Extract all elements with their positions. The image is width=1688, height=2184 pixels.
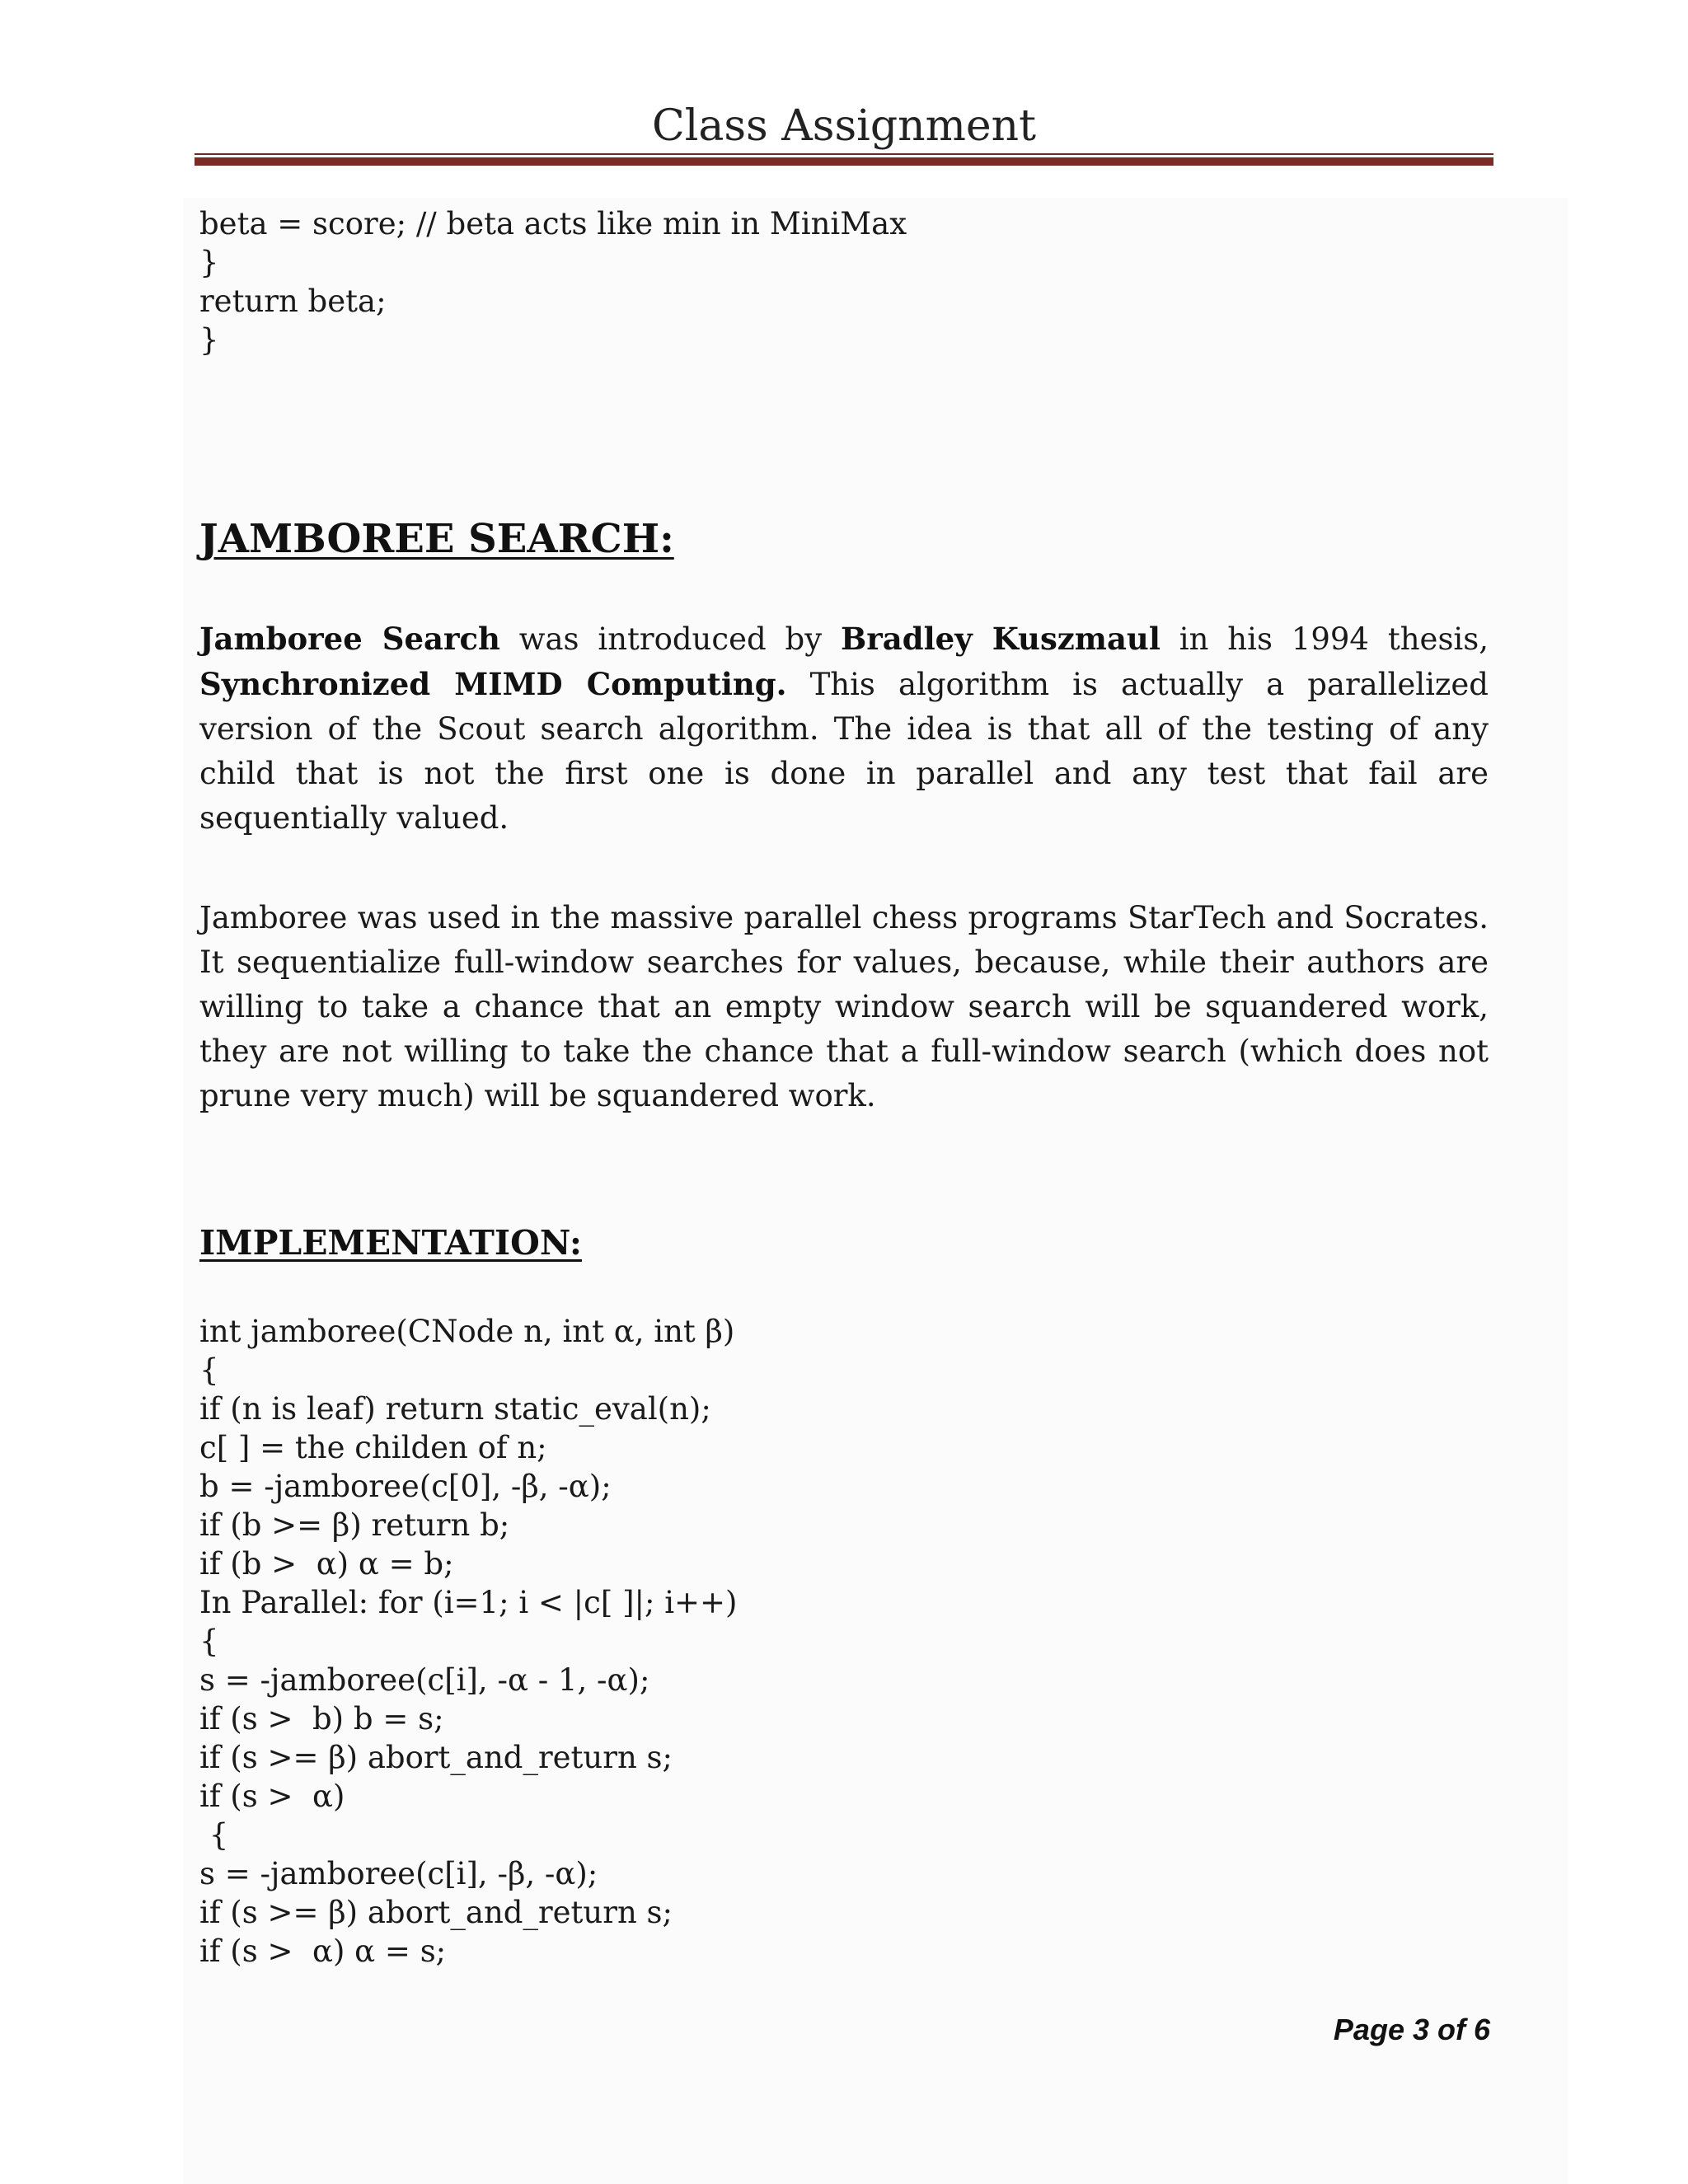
thesis-title: Synchronized MIMD Computing.	[199, 666, 787, 702]
code-line: {	[199, 1352, 219, 1388]
jamboree-intro-paragraph	[199, 616, 1489, 841]
jamboree-usage-paragraph: Jamboree was used in the massive parallel chess programs StarTech and Socrates. It sequentialize full-window searches for values, because, while their authors are willing to take a chance that an empty window search will be squandered work, they are not willing to take the chance that a full-window search (which does not prune very much) will be squandered work.	[199, 900, 1489, 1113]
code-line: int jamboree(CNode n, int α, int β)	[199, 1314, 735, 1349]
para-text: in his 1994 thesis,	[1160, 621, 1489, 657]
code-line: s = -jamboree(c[i], -α - 1, -α);	[199, 1662, 650, 1698]
header-rule-thin	[195, 153, 1493, 155]
code-line: if (b >= β) return b;	[199, 1507, 510, 1543]
top-code-block	[199, 204, 1489, 359]
code-line: {	[199, 1624, 219, 1659]
code-line: if (s > b) b = s;	[199, 1701, 444, 1736]
page-header-title: Class Assignment	[651, 101, 1037, 151]
para-text: was introduced by	[499, 621, 842, 657]
implementation-code-block	[199, 1312, 1489, 1971]
code-line: c[ ] = the childen of n;	[199, 1430, 547, 1465]
author-name: Bradley Kuszmaul	[841, 621, 1160, 657]
code-line: if (s >= β) abort_and_return s;	[199, 1895, 673, 1930]
code-line: }	[199, 245, 219, 280]
code-line: {	[199, 1817, 229, 1853]
para-text: This algorithm is actually a parallelized version of the Scout search algorithm. The idea is that all of the testing of any child that is not the first one is done in parallel and any test that fail are sequentially valued.	[199, 667, 1489, 836]
code-line: if (s > α)	[199, 1779, 345, 1814]
header-rule-thick	[195, 157, 1493, 166]
code-line: }	[199, 322, 219, 358]
code-line: return beta;	[199, 284, 387, 319]
code-line: s = -jamboree(c[i], -β, -α);	[199, 1856, 598, 1891]
code-line: if (b > α) α = b;	[199, 1546, 454, 1582]
jamboree-heading: JAMBOREE SEARCH:	[199, 516, 674, 562]
code-line: beta = score; // beta acts like min in MiniMax	[199, 206, 907, 241]
page-number-footer: Page 3 of 6	[1333, 2013, 1490, 2046]
code-line: if (s >= β) abort_and_return s;	[199, 1740, 673, 1775]
term-jamboree-search: Jamboree Search	[199, 621, 500, 657]
code-line: if (n is leaf) return static_eval(n);	[199, 1391, 711, 1427]
code-line: In Parallel: for (i=1; i < |c[ ]|; i++)	[199, 1585, 738, 1620]
code-line: b = -jamboree(c[0], -β, -α);	[199, 1469, 612, 1504]
implementation-heading: IMPLEMENTATION:	[199, 1223, 582, 1263]
code-line: if (s > α) α = s;	[199, 1933, 447, 1969]
